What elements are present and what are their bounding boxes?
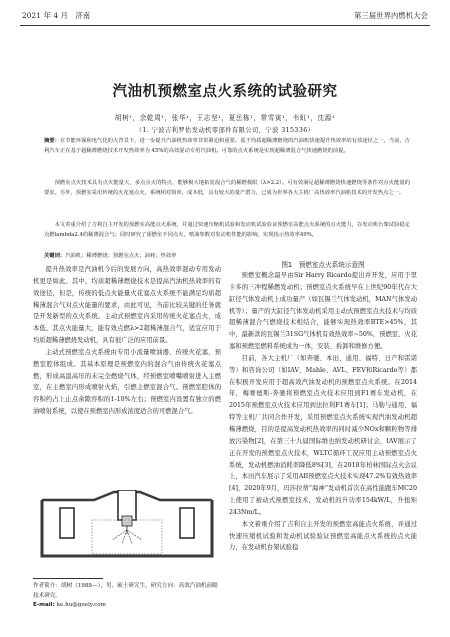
abstract-text-3: 本文着重介绍了吉利自主开发的预燃室高能点火系统，并通过快速压缩机试验和发动机试验验证预燃室高能点火系统的点火能力，在发动机台架试验稳定点燃lambda2.4的稀薄混合气；同时研究了预燃室不同点火，喷油参数对发动机性能的影响，实现指示热效率49%。 bbox=[44, 222, 410, 238]
prechamber-figure bbox=[34, 490, 220, 570]
abstract-text-2: 预燃室点火技术具有点火能量大，多点点火的特点，能够极大地拓宽混合气的稀燃极限（λ>2.2）。可有效满足超稀薄燃烧快速燃烧等条件对点火能量的要求。另外，预燃室采用传统的火花塞点火，系统相对简单，成本低，具有较大的量产潜力，已成为世界各大主机厂高热效率汽油机技术的开发热点之一。 bbox=[44, 180, 410, 196]
footnote-email-line bbox=[33, 601, 221, 611]
abstract-para-1 bbox=[44, 136, 410, 156]
keywords-label: 关键词： bbox=[44, 253, 66, 259]
footnote-email-label: E-mail: bbox=[33, 602, 55, 608]
right-paragraph-3: 本文着重介绍了吉利自主开发的预燃室高能点火系统，并通过快速压缩机试验和发动机试验验证预燃室高能点火系统的点火能力，在发动机台架试验稳 bbox=[229, 520, 417, 552]
keywords-text: 汽油机；稀薄燃烧；预燃室点火；油耗；热效率 bbox=[65, 253, 177, 259]
figure-caption: 图1 预燃室点火系统示意图 bbox=[281, 261, 365, 269]
left-paragraph-1: 提升热效率是汽油机今后的发展方向，高热效率混动专用发动机更是如此。其中，均质超稀薄燃烧技术是提高汽油机热效率的有效途径，但是，传统的低点火能量火花塞点火系统不能满足均质超稀薄混合气对点火能量的要求，由此可见，当前比较关键的任务就是开发新型的点火系统。主动式预燃室内采用传统火花塞点火，成本低，其点火能量大，能有效点燃λ>2超稀薄混合气，适宜应用于均质超稀薄燃烧发动机，具有很广泛的应用前景。 bbox=[33, 266, 221, 345]
header-left: 2021 年 4 月 济南 bbox=[22, 11, 91, 20]
author-list: 胡树¹，余乾周¹，张华¹，王志坚¹，夏岳栋¹，常雪寅¹，韦虹¹，沈源¹ bbox=[114, 114, 336, 122]
abstract-label: 摘要： bbox=[44, 138, 60, 144]
right-paragraph-1: 预燃室概念最早由Sir Harry Ricardo提出并开发，应用于里卡多的三冲程稀燃发动机；预燃室点火系统早在上世纪90年代在大缸径气体发动机上成功量产（如瓦锡兰气体发动机，MAN气体发动机等）；量产的大缸径气体发动机采用主动式预燃室点火技术与均质超稀薄混合气燃烧技术相结合，能够实现热效率BTE>45%，其中，最新款的瓦锡兰31SG气体机有效热效率~50%，预燃室、火花塞和预燃室燃料系统成为一体，安装、拆卸和维修方便。 bbox=[229, 272, 417, 351]
left-paragraph-2: 主动式预燃室点火系统由专用小流量喷油器、传统火花塞、预燃室腔体组成。其基本原理是预燃室内的混合气由传统火花塞点燃，形成高温高压的未完全燃烧气体，经预燃室喷嘴喷射进入主燃室，在主燃室内形成喷射火焰，引燃主燃室混合气。预燃室腔体的容积约占上止点余隙容积的1-10%左右；预燃室内设置有独立的燃油喷射系统，以使在预燃室内形成浓度适合的可燃混合气。 bbox=[33, 348, 221, 416]
footnote bbox=[33, 582, 221, 611]
abstract-para-3 bbox=[44, 220, 410, 240]
abstract-para-2 bbox=[44, 178, 410, 198]
left-column bbox=[33, 264, 221, 418]
paper-title: 汽油机预燃室点火系统的试验研究 bbox=[112, 84, 338, 100]
figure-drawing bbox=[42, 490, 212, 556]
footnote-author-bio: 作者简介：胡树（1988—），男，硕士研究生，研究方向：高效汽油机前瞻技术研究。 bbox=[33, 583, 218, 599]
footnote-email[interactable]: ke.hu@geely.com bbox=[56, 602, 106, 608]
right-column bbox=[229, 270, 417, 554]
abstract-text-1: 在节能环保和电气化的大背景下，进一步提升汽油机热效率非常紧迫和重要。基于均质超稀薄燃烧的汽油机快速提升热效率的有效途径之一，当前，吉利汽车正在基于超稀薄燃烧技术开发热效率为 45%的高效混动专用汽油机。可靠的点火系统是实现超稀薄混合气快速燃烧的前提。 bbox=[44, 138, 410, 154]
right-paragraph-2: 目前，各大主机厂（如奔驰、本田、通用、福特、日产和雷诺等）和咨询公司（如IAV、Mahle、AVL、FEV和Ricardo等）都在积极开发应用于超高效汽油发动机的预燃室点火系统。在2014年，梅赛德斯-奔驰将预燃室点火技术应用到F1赛车发动机，在2015年预燃室点火技术应用到法拉利F1赛车[1]；马勒与通用、福特等主机厂共同合作开发，采用预燃室点火系统实现汽油发动机超稀薄燃烧，目的是提高发动机热效率的同时减少NOx和颗粒物等排放污染物[2]，在第三十九届国际维也纳发动机研讨会，IAV展示了正在开发的预燃室点火技术，WLTC循环工况应用主动预燃室点火系统，发动机燃油消耗率降低8%[3]，在2018年柏林国际点火会议上，本田汽车展示了采用AII预燃室点火技术实现47.2%有效热效率[4]，2020年9月，玛莎拉蒂“海神”发动机首次在高性能跑车MC20上使用了被动式预燃室技术，发动机的升功率154kW/L，升扭矩243Nm/L。 bbox=[229, 354, 417, 516]
affiliation: （1. 宁波吉利罗佑发动机零部件有限公司，宁波 315336） bbox=[135, 127, 315, 134]
header-right: 第三届世界内燃机大会 bbox=[354, 11, 428, 20]
footnote-rule bbox=[33, 578, 103, 579]
header-rule bbox=[20, 25, 430, 26]
